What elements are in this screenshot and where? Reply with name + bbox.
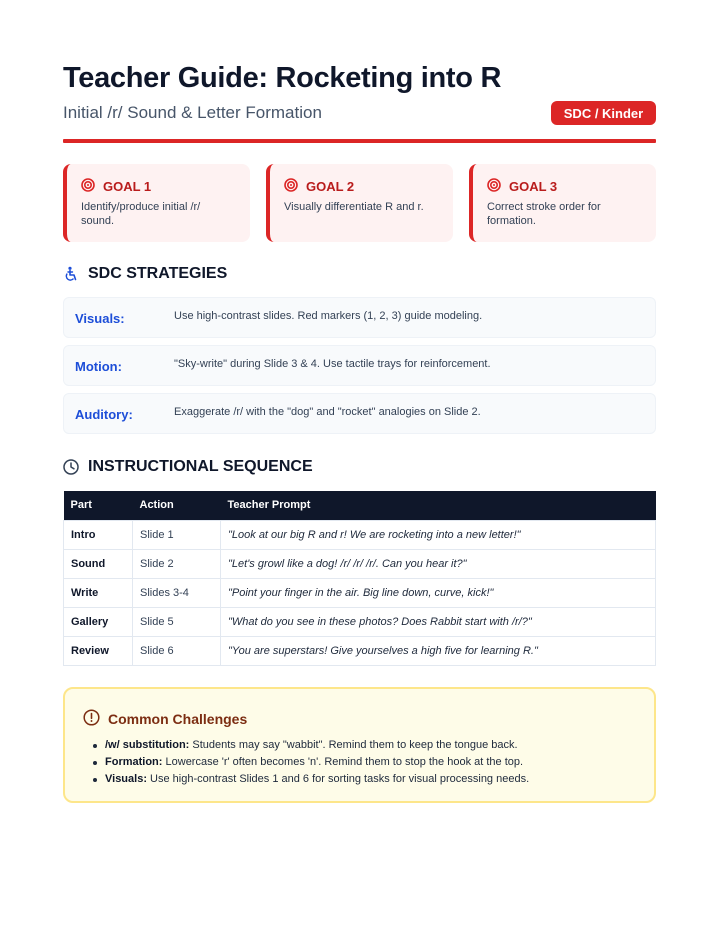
part-cell: Sound xyxy=(64,549,133,578)
goal-card-3 xyxy=(469,164,656,242)
challenges-list xyxy=(83,737,636,788)
table-row xyxy=(64,549,656,578)
action-cell: Slide 5 xyxy=(133,607,221,636)
prompt-cell: "Let's growl like a dog! /r/ /r/ /r/. Can you hear it?" xyxy=(221,549,656,578)
strategy-row-motion xyxy=(63,345,656,386)
sequence-title: INSTRUCTIONAL SEQUENCE xyxy=(88,458,313,475)
target-icon xyxy=(487,178,501,195)
challenge-text: Use high-contrast Slides 1 and 6 for sorting tasks for visual processing needs. xyxy=(147,773,530,785)
table-header-row xyxy=(64,491,656,520)
list-item xyxy=(91,737,636,754)
list-item xyxy=(91,771,636,788)
alert-circle-icon xyxy=(83,709,100,729)
strategy-text: Use high-contrast slides. Red markers (1, 2, 3) guide modeling. xyxy=(174,310,483,322)
strategy-label: Auditory: xyxy=(75,407,133,422)
strategy-label: Motion: xyxy=(75,359,122,374)
goal-label: GOAL 1 xyxy=(103,179,152,194)
target-icon xyxy=(284,178,298,195)
goals-row xyxy=(63,164,656,242)
goal-text: Identify/produce initial /r/ sound. xyxy=(81,201,201,227)
sequence-heading xyxy=(63,458,313,476)
table-row xyxy=(64,636,656,665)
column-header: Teacher Prompt xyxy=(221,491,656,520)
action-cell: Slide 6 xyxy=(133,636,221,665)
table-row xyxy=(64,607,656,636)
strategy-row-auditory xyxy=(63,393,656,434)
challenge-text: Lowercase 'r' often becomes 'n'. Remind them to stop the hook at the top. xyxy=(162,756,524,768)
goal-label: GOAL 3 xyxy=(509,179,558,194)
challenges-title: Common Challenges xyxy=(108,711,248,727)
challenge-label: /w/ substitution: xyxy=(105,739,190,751)
target-icon xyxy=(81,178,95,195)
strategies-title: SDC STRATEGIES xyxy=(88,265,228,282)
action-cell: Slides 3-4 xyxy=(133,578,221,607)
challenge-text: Students may say "wabbit". Remind them to keep the tongue back. xyxy=(189,739,518,751)
list-item xyxy=(91,754,636,771)
page-title: Teacher Guide: Rocketing into R xyxy=(63,62,502,94)
grade-badge: SDC / Kinder xyxy=(551,101,656,125)
page-subtitle: Initial /r/ Sound & Letter Formation xyxy=(63,103,322,122)
strategies-heading xyxy=(63,265,227,283)
goal-label: GOAL 2 xyxy=(306,179,355,194)
strategy-text: Exaggerate /r/ with the "dog" and "rocket" analogies on Slide 2. xyxy=(174,406,481,418)
strategy-label: Visuals: xyxy=(75,311,125,326)
accessibility-icon xyxy=(63,266,79,282)
goal-text: Visually differentiate R and r. xyxy=(284,201,424,213)
strategy-row-visuals xyxy=(63,297,656,338)
clock-icon xyxy=(63,459,79,475)
action-cell: Slide 1 xyxy=(133,520,221,549)
table-row xyxy=(64,520,656,549)
part-cell: Write xyxy=(64,578,133,607)
goal-text: Correct stroke order for formation. xyxy=(487,201,601,227)
prompt-cell: "You are superstars! Give yourselves a high five for learning R." xyxy=(221,636,656,665)
challenge-label: Visuals: xyxy=(105,773,147,785)
column-header: Part xyxy=(64,491,133,520)
goal-card-2 xyxy=(266,164,453,242)
sequence-table xyxy=(63,491,656,666)
prompt-cell: "Look at our big R and r! We are rocketing into a new letter!" xyxy=(221,520,656,549)
table-row xyxy=(64,578,656,607)
part-cell: Gallery xyxy=(64,607,133,636)
part-cell: Intro xyxy=(64,520,133,549)
header-divider xyxy=(63,139,656,143)
column-header: Action xyxy=(133,491,221,520)
strategy-text: "Sky-write" during Slide 3 & 4. Use tactile trays for reinforcement. xyxy=(174,358,491,370)
goal-card-1 xyxy=(63,164,250,242)
action-cell: Slide 2 xyxy=(133,549,221,578)
challenge-label: Formation: xyxy=(105,756,163,768)
prompt-cell: "What do you see in these photos? Does Rabbit start with /r/?" xyxy=(221,607,656,636)
strategy-list xyxy=(63,297,656,441)
part-cell: Review xyxy=(64,636,133,665)
prompt-cell: "Point your finger in the air. Big line down, curve, kick!" xyxy=(221,578,656,607)
challenges-box xyxy=(63,687,656,803)
